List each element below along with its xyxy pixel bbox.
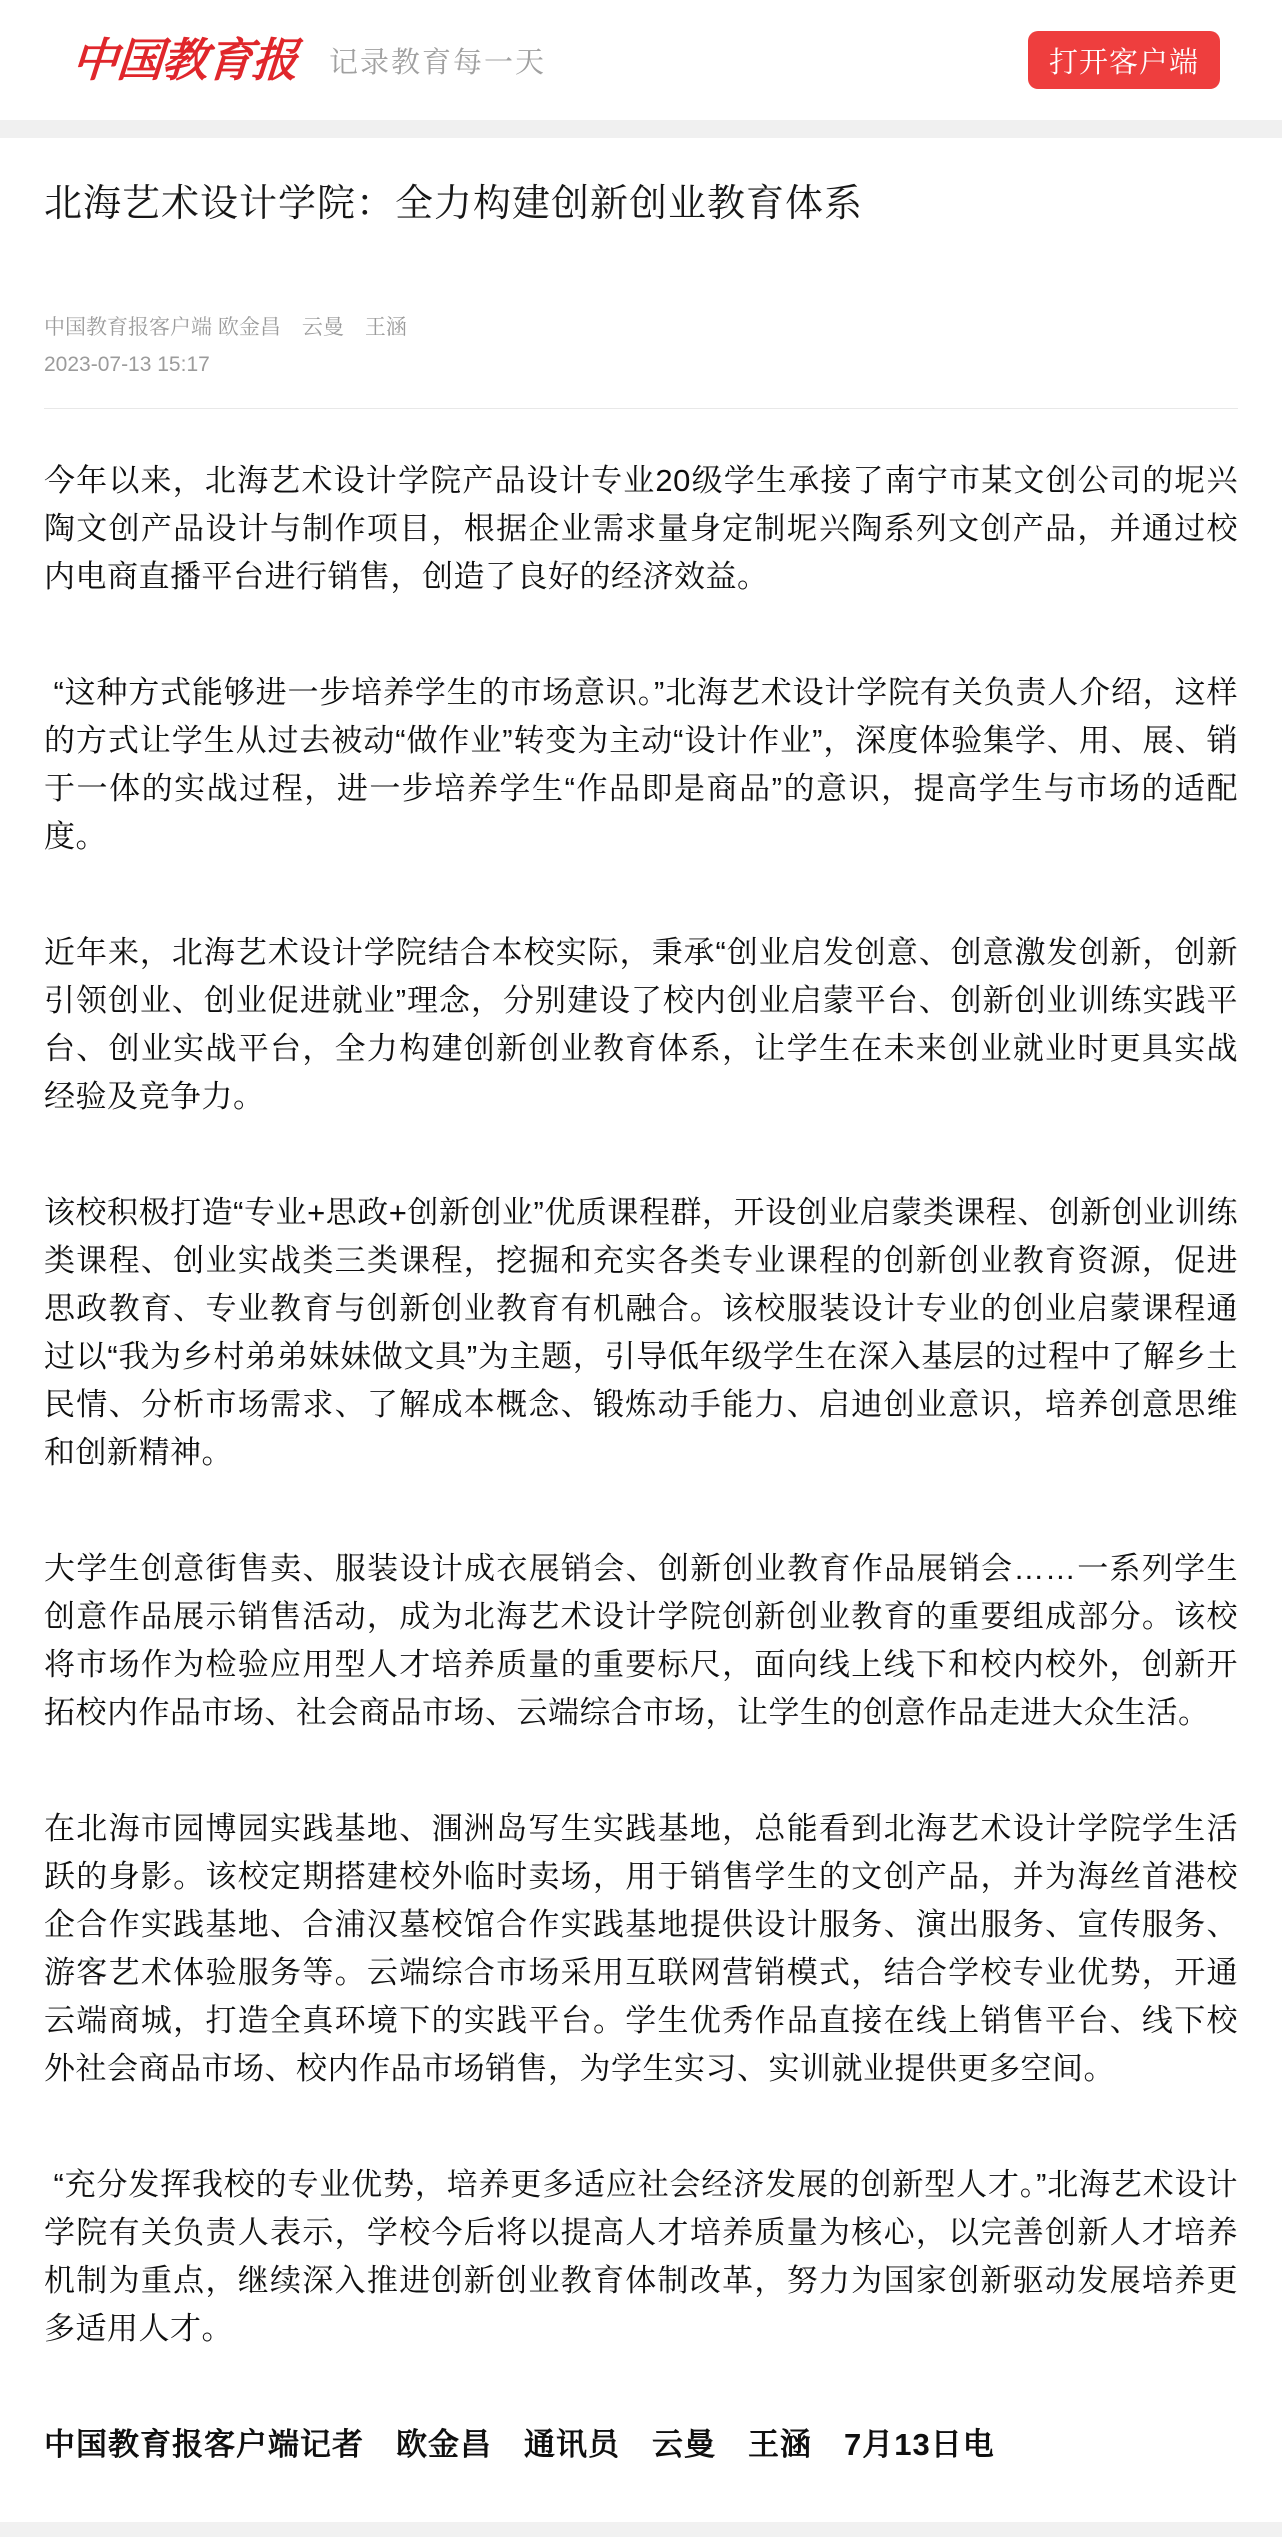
paragraph: 大学生创意街售卖、服装设计成衣展销会、创新创业教育作品展销会……一系列学生创意作品展示销售活动，成为北海艺术设计学院创新创业教育的重要组成部分。该校将市场作为检验应用型人才培养质量的重要标尺，面向线上线下和校内校外，创新开拓校内作品市场、社会商品市场、云端综合市场，让学生的创意作品走进大众生活。 [44,1551,1238,1730]
paragraph: “这种方式能够进一步培养学生的市场意识。”北海艺术设计学院有关负责人介绍，这样的方式让学生从过去被动“做作业”转变为主动“设计作业”，深度体验集学、用、展、销于一体的实战过程，进一步培养学生“作品即是商品”的意识，提高学生与市场的适配度。 [44,675,1238,854]
china-education-daily-logo: 中国教育报 [70,34,299,86]
paragraph: 今年以来，北海艺术设计学院产品设计专业20级学生承接了南宁市某文创公司的坭兴陶文创产品设计与制作项目，根据企业需求量身定制坭兴陶系列文创产品，并通过校内电商直播平台进行销售，创造了良好的经济效益。 [44,463,1238,594]
paragraph: “充分发挥我校的专业优势，培养更多适应社会经济发展的创新型人才。”北海艺术设计学院有关负责人表示，学校今后将以提高人才培养质量为核心，以完善创新人才培养机制为重点，继续深入推进创新创业教育体制改革，努力为国家创新驱动发展培养更多适用人才。 [44,2167,1238,2346]
meta-divider [44,408,1238,409]
paragraph: 近年来，北海艺术设计学院结合本校实际，秉承“创业启发创意、创意激发创新，创新引领创业、创业促进就业”理念，分别建设了校内创业启蒙平台、创新创业训练实践平台、创业实战平台，全力构建创新创业教育体系，让学生在未来创业就业时更具实战经验及竞争力。 [44,935,1238,1114]
byline: 中国教育报客户端 欧金昌 云曼 王涵 [44,316,407,339]
masthead-header [0,0,1282,120]
article [0,178,1282,2469]
paragraph: 该校积极打造“专业+思政+创新创业”优质课程群，开设创业启蒙类课程、创新创业训练类课程、创业实战类三类课程，挖掘和充实各类专业课程的创新创业教育资源，促进思政教育、专业教育与创新创业教育有机融合。该校服装设计专业的创业启蒙课程通过以“我为乡村弟弟妹妹做文具”为主题，引导低年级学生在深入基层的过程中了解乡土民情、分析市场需求、了解成本概念、锻炼动手能力、启迪创业意识，培养创意思维和创新精神。 [44,1195,1238,1470]
publish-time: 2023-07-13 15:17 [44,353,210,376]
masthead-slogan: 记录教育每一天 [329,46,547,79]
paragraph: 在北海市园博园实践基地、涠洲岛写生实践基地，总能看到北海艺术设计学院学生活跃的身影。该校定期搭建校外临时卖场，用于销售学生的文创产品，并为海丝首港校企合作实践基地、合浦汉墓校馆合作实践基地提供设计服务、演出服务、宣传服务、游客艺术体验服务等。云端综合市场采用互联网营销模式，结合学校专业优势，开通云端商城，打造全真环境下的实践平台。学生优秀作品直接在线上销售平台、线下校外社会商品市场、校内作品市场销售，为学生实习、实训就业提供更多空间。 [44,1811,1238,2086]
open-app-button[interactable]: 打开客户端 [1028,31,1220,89]
article-meta [44,315,1238,378]
reporter-credit-line: 中国教育报客户端记者 欧金昌 通讯员 云曼 王涵 7月13日电 [44,2427,995,2462]
article-body [44,457,1238,2469]
bottom-separator-band [0,2522,1282,2537]
article-title: 北海艺术设计学院：全力构建创新创业教育体系 [44,183,864,225]
header-separator-band [0,120,1282,138]
